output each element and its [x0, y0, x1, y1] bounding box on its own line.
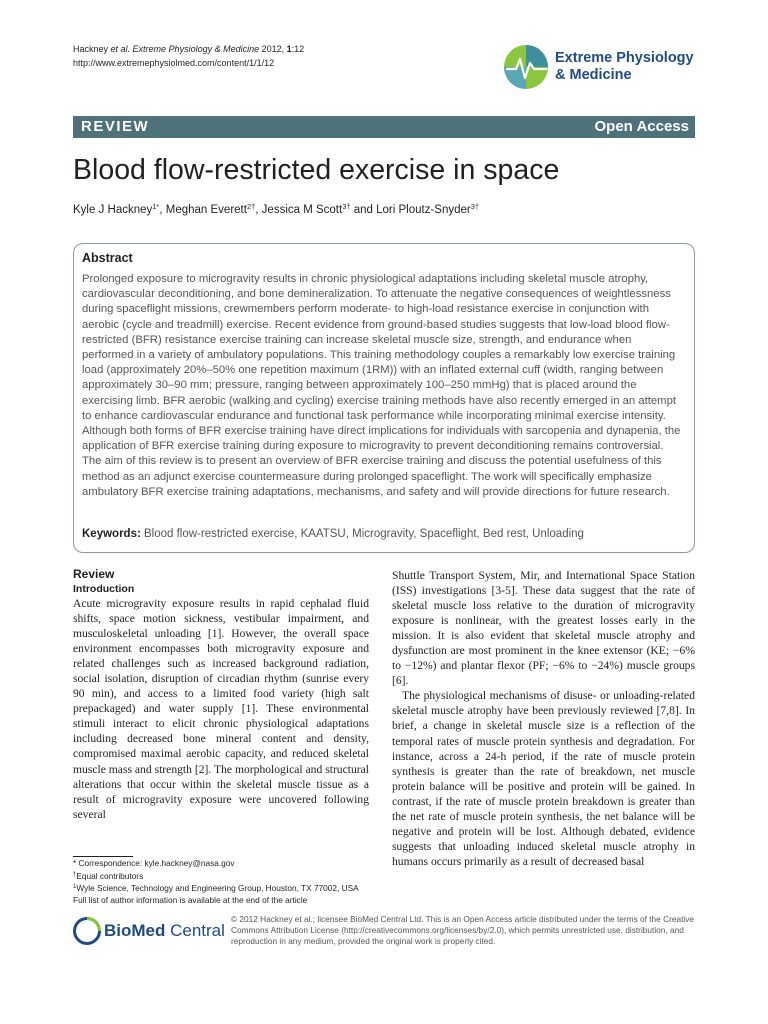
citation-year: 2012,	[259, 44, 287, 54]
citation-volume: 1	[286, 44, 292, 54]
affiliation-note	[73, 882, 359, 895]
equal-contrib-note	[73, 870, 359, 883]
journal-name-line1: Extreme Physiology	[555, 50, 694, 66]
author-separator: ,	[159, 204, 166, 216]
open-access-label: Open Access	[594, 118, 689, 135]
author-name[interactable]: Lori Ploutz-Snyder	[376, 204, 471, 216]
keywords-list: Blood flow-restricted exercise, KAATSU, Microgravity, Spaceflight, Bed rest, Unloading	[140, 528, 584, 540]
publisher-name-regular: Central	[165, 921, 225, 940]
citation-line	[73, 42, 304, 56]
abstract-heading: Abstract	[82, 251, 133, 265]
journal-name	[555, 50, 694, 84]
author-affiliation-marker: 2†	[246, 202, 256, 211]
author-name[interactable]: Meghan Everett	[165, 204, 247, 216]
equal-contrib-marker: †	[73, 871, 77, 878]
citation-journal: Extreme Physiology & Medicine	[130, 44, 260, 54]
author-affiliation-marker: 3†	[470, 202, 480, 211]
author-name[interactable]: Kyle J Hackney	[73, 204, 153, 216]
publisher-logo[interactable]	[73, 916, 233, 948]
body-paragraph: Acute microgravity exposure results in rapid cephalad fluid shifts, space motion sickness, vestibular impairment, and musculoskeletal unloading [1]. However, the overall space environment encompasses both microgravity exposure and related challenges such as increased background radiation, social isolation, disruption of circadian rhythm (sunrise every 90 min), and access to a limited food variety (high salt prepackaged) and water supply [1]. These environmental stimuli interact to elicit chronic physiological adaptations including decreased bone mineral content and density, compromised maximal aerobic capacity, and reduced skeletal muscle mass and strength [2]. The morphological and structural alterations that occur within the skeletal muscle tissue as a result of microgravity exposure were uncovered following several	[73, 597, 369, 821]
section-heading: Review	[73, 567, 115, 581]
journal-name-line2: & Medicine	[555, 67, 632, 83]
article-url[interactable]: http://www.extremephysiolmed.com/content/1/1/12	[73, 58, 275, 68]
subsection-heading: Introduction	[73, 583, 135, 595]
abstract-box	[73, 243, 695, 553]
citation-article: :12	[291, 44, 305, 54]
publisher-name-bold: BioMed	[104, 921, 166, 940]
article-title: Blood flow-restricted exercise in space	[73, 154, 560, 186]
article-type-banner	[73, 116, 695, 138]
body-column-left	[73, 566, 369, 822]
author-separator: ,	[255, 204, 262, 216]
abstract-text: Prolonged exposure to microgravity results in chronic physiological adaptations including skeletal muscle atrophy, cardiovascular deconditioning, and bone demineralization. To attenuate the negative consequences of weightlessness during spaceflight missions, crewmembers perform moderate- to high-load resistance exercise in conjunction with aerobic (cycle and treadmill) exercise. Recent evidence from ground-based studies suggests that low-load blood flow-restricted (BFR) resistance exercise training can increase skeletal muscle size, strength, and endurance when performed in a variety of ambulatory populations. This training methodology couples a remarkably low exercise training load (approximately 20%–50% one repetition maximum (1RM)) with an inflated external cuff (width, ranging between approximately 30–90 mm; pressure, ranging between approximately 100–250 mmHg) that is placed around the exercising limb. BFR aerobic (walking and cycling) exercise training methods have also recently emerged in an attempt to enhance cardiovascular endurance and functional task performance while incorporating minimal exercise intensity. Although both forms of BFR exercise training have direct implications for individuals with sarcopenia and dynapenia, the application of BFR exercise training during exposure to microgravity to prevent deconditioning remains controversial. The aim of this review is to present an overview of BFR exercise training and discuss the potential usefulness of this method as an adjunct exercise countermeasure during prolonged spaceflight. The work will specifically emphasize ambulatory BFR exercise training adaptations, mechanisms, and safety and will provide directions for future research.	[82, 273, 681, 498]
copyright-notice: © 2012 Hackney et al.; licensee BioMed Central Ltd. This is an Open Access article distributed under the terms of the Creative Commons Attribution License (http://creativecommons.org/licenses/by/2.0), which permits unrestricted use, distribution, and reproduction in any medium, provided the original work is properly cited.	[231, 914, 694, 947]
biomed-central-logo-icon	[73, 917, 101, 945]
correspondence-note[interactable]: * Correspondence: kyle.hackney@nasa.gov	[73, 858, 235, 868]
body-paragraph: Shuttle Transport System, Mir, and International Space Station (ISS) investigations [3-5]. These data suggest that the rate of skeletal muscle loss relative to the duration of microgravity exposure is nonlinear, with the greatest losses early in the mission. It is also evident that skeletal muscle atrophy and dysfunction are most prominent in the knee extensor (KE; −6% to −12%) and plantar flexor (PF; −6% to −24%) muscle groups [6].	[392, 569, 695, 688]
section-label: REVIEW	[81, 118, 150, 135]
author-list	[73, 200, 479, 217]
footnote-divider	[73, 856, 133, 857]
publisher-name	[104, 921, 225, 941]
author-affiliation-marker: 3†	[342, 202, 351, 211]
author-affiliation-marker: 1*	[152, 202, 160, 211]
body-paragraph: The physiological mechanisms of disuse- or unloading-related skeletal muscle atrophy have been previously reviewed [7,8]. In brief, a change in skeletal muscle size is a reflection of the temporal rates of muscle protein synthesis and degradation. For instance, across a 24-h period, if the rate of muscle protein synthesis is greater than the rate of breakdown, net muscle protein balance will be positive and protein will be gained. In contrast, if the rate of muscle protein breakdown is greater than the net rate of muscle protein synthesis, the net balance will be negative and protein will be lost. Although debated, evidence suggests that unloading induced skeletal muscle atrophy in humans occurs primarily as a result of decreased basal	[392, 689, 695, 868]
body-column-right	[392, 568, 695, 869]
author-name[interactable]: Jessica M Scott	[261, 204, 343, 216]
journal-logo-icon	[503, 44, 553, 90]
keywords-label: Keywords:	[82, 528, 141, 540]
author-info-note: Full list of author information is available at the end of the article	[73, 894, 308, 905]
equal-contrib-text: Equal contributors	[76, 870, 144, 881]
citation-authors: Hackney	[73, 44, 111, 54]
affiliation-marker: 1	[73, 884, 77, 890]
affiliation-text: Wyle Science, Technology and Engineering Group, Houston, TX 77002, USA	[76, 883, 359, 893]
citation-etal: et al.	[110, 44, 131, 54]
footnotes	[73, 858, 359, 906]
keywords	[82, 527, 685, 541]
citation-header	[73, 42, 304, 70]
author-separator: and	[350, 204, 377, 216]
